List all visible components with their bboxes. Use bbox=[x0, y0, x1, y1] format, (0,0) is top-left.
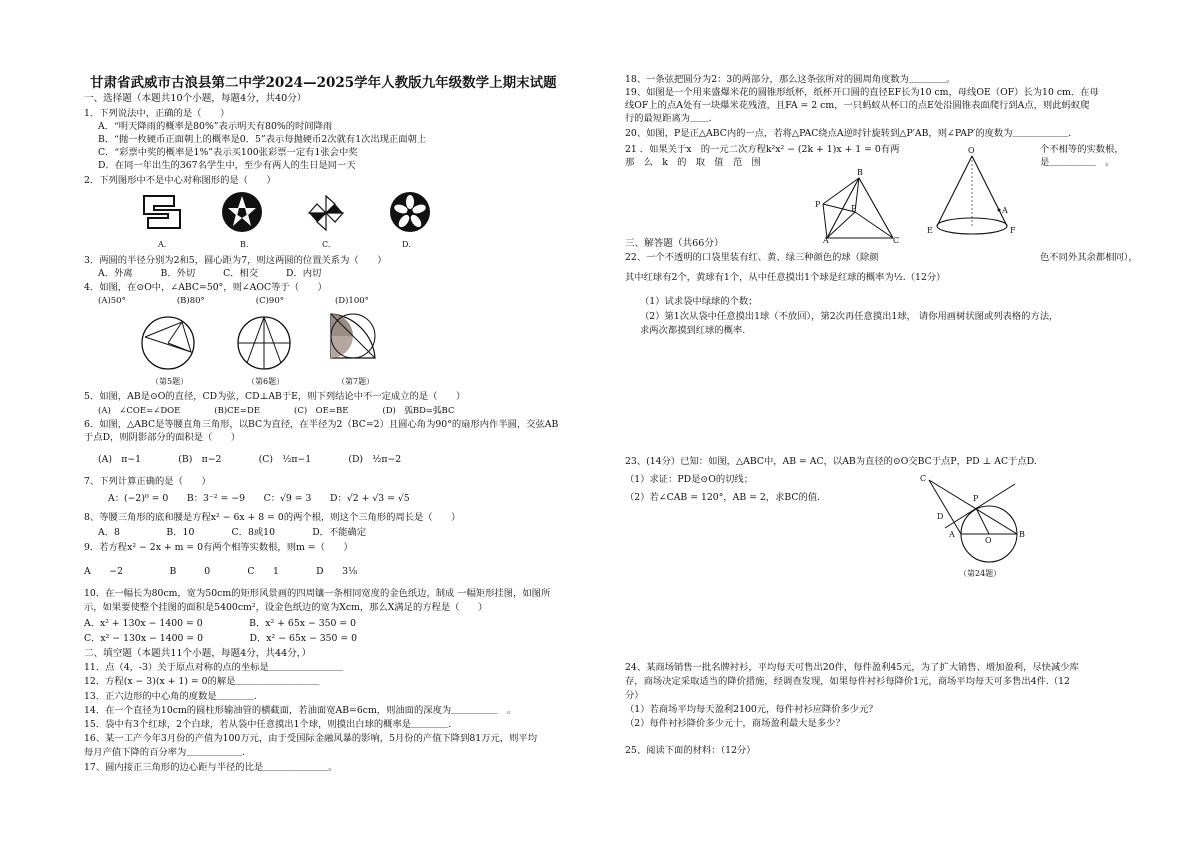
shape-c-icon bbox=[305, 192, 347, 234]
figure-6-circle-icon bbox=[233, 310, 295, 374]
shape-label-a: A. bbox=[158, 240, 167, 249]
question-22-continued: 其中红球有2个，黄球有1个，从中任意摸出1个球是红球的概率为½.（12分） bbox=[625, 272, 946, 283]
question-18: 18、一条弦把圆分为2：3的两部分，那么这条弦所对的圆周角度数为＿＿＿＿。 bbox=[625, 74, 956, 85]
figure-5-circle-icon bbox=[137, 312, 199, 374]
fig20-label-p2: P bbox=[851, 204, 857, 213]
question-4: 4．如图，在⊙O中，∠ABC=50°，则∠AOC等于（ ） bbox=[84, 282, 327, 293]
question-13: 13．正六边形的中心角的度数是＿＿＿＿. bbox=[84, 691, 257, 702]
question-2: 2．下列图形中不是中心对称图形的是（ ） bbox=[84, 175, 276, 186]
question-1-option-c: C．“彩票中奖的概率是1%”表示买100张彩票一定有1张会中奖 bbox=[98, 147, 358, 158]
question-19-continued: 线OF上的点A处有一块爆米花残渣，且FA = 2 cm，一只蚂蚁从杯口的点E处沿圆锥表面爬行到A点，则此蚂蚁爬 bbox=[625, 100, 1090, 111]
fig24-label-b: B bbox=[1019, 530, 1025, 539]
fig20-label-p1: P bbox=[815, 200, 821, 209]
fig20-label-b: B bbox=[857, 168, 863, 177]
question-10-options-ab: A．x² + 130x − 1400 = 0 B．x² + 65x − 350 = 0 bbox=[84, 618, 357, 629]
shape-label-d: D. bbox=[402, 240, 411, 249]
question-22-part-2: （2）第1次从袋中任意摸出1球（不放回），第2次再任意摸出1球， 请你用画树状图或列表格的方法， bbox=[640, 311, 1059, 322]
question-1-option-d: D．在同一年出生的367名学生中，至少有两人的生日是同一天 bbox=[98, 160, 356, 171]
question-23: 23、(14分）已知：如图，△ABC中，AB = AC，以AB为直径的⊙O交BC于点P，PD ⊥ AC于点D. bbox=[625, 456, 1037, 467]
question-9: 9．若方程x² − 2x + m = 0有两个相等实数根，则m =（ ） bbox=[84, 542, 353, 553]
question-17: 17、圆内接正三角形的边心距与半径的比是＿＿＿＿＿＿＿。 bbox=[84, 762, 338, 773]
fig19-label-a: A bbox=[1002, 206, 1008, 215]
geometry-figures-5-6-7 bbox=[125, 308, 405, 388]
question-16: 16、某一工产今年3月份的产值为100万元，由于受国际金融风暴的影响，5月份的产值下降到81万元，则平均 bbox=[84, 733, 538, 744]
question-19: 19、如图是一个用来盛爆米花的圆锥形纸杯，纸杯开口圆的直径EF长为10 cm，母线OE（OF）长为10 cm．在母 bbox=[625, 87, 1099, 98]
fig24-label-p: P bbox=[973, 494, 979, 503]
shape-a-icon bbox=[140, 192, 186, 232]
question-6-options: (A) π−1 (B) π−2 (C) ½π−1 (D) ½π−2 bbox=[98, 454, 402, 465]
fig19-label-o: O bbox=[968, 146, 975, 155]
question-24-part-1: （1）若商场平均每天盈利2100元，每件衬衫应降价多少元？ bbox=[625, 704, 878, 715]
question-16-continued: 每月产值下降的百分率为＿＿＿＿＿＿. bbox=[84, 747, 246, 758]
question-7: 7、下列计算正确的是（ ） bbox=[84, 476, 211, 487]
question-3-options: A．外离 B．外切 C．相交 D．内切 bbox=[98, 268, 322, 279]
figure-5-caption: （第5题） bbox=[151, 377, 189, 386]
question-25: 25、阅读下面的材料：（12分） bbox=[625, 745, 756, 756]
page-title: 甘肃省武威市古浪县第二中学2024—2025学年人教版九年级数学上期末试题 bbox=[90, 75, 557, 91]
question-22-part-1: （1）试求袋中绿球的个数； bbox=[640, 296, 758, 307]
figure-24-caption: （第24题） bbox=[959, 569, 1002, 578]
question-7-options: A：(−2)⁰ = 0 B：3⁻² = −9 C：√9 = 3 D：√2 + √3 = √5 bbox=[108, 493, 410, 504]
shape-d-icon bbox=[388, 190, 432, 234]
question-20: 20、如图，P是正△ABC内的一点，若将△PAC绕点A逆时针旋转到△P′AB，则∠PAP′的度数为＿＿＿＿＿＿. bbox=[625, 128, 1072, 139]
figure-20 bbox=[815, 168, 905, 247]
question-23-part-1: （1）求证：PD是⊙O的切线； bbox=[625, 474, 754, 485]
question-24: 24、某商场销售一批名牌衬衫，平均每天可售出20件，每件盈利45元，为了扩大销售、增加盈利，尽快减少库 bbox=[625, 662, 1079, 673]
question-23-part-2: （2）若∠CAB = 120°，AB = 2，求BC的值. bbox=[625, 492, 821, 503]
shape-label-b: B. bbox=[240, 240, 249, 249]
section-fill-heading: 二、填空题（本题共11个小题，每题4分，共44分，） bbox=[84, 648, 312, 659]
fig20-label-c: C bbox=[893, 236, 900, 245]
fig24-label-d: D bbox=[937, 512, 944, 521]
question-5: 5．如图，AB是⊙O的直径，CD为弦，CD⊥AB于E，则下列结论中不一定成立的是（ ） bbox=[84, 391, 466, 402]
question-1: 1．下列说法中，正确的是（ ） bbox=[84, 108, 230, 119]
question-15: 15．袋中有3个红球，2个白球，若从袋中任意摸出1个球，则摸出白球的概率是＿＿＿＿. bbox=[84, 719, 452, 730]
question-22-right: 色不同外其余都相同）， bbox=[1040, 252, 1138, 263]
question-21-answer: 是＿＿＿＿＿ 。 bbox=[1040, 157, 1115, 168]
fig19-label-e: E bbox=[927, 226, 933, 235]
question-5-options: (A) ∠COE=∠DOE (B)CE=DE (C) OE=BE (D) 弧BD=弧BC bbox=[98, 406, 455, 416]
question-22-part-2-continued: 求两次都摸到红球的概率. bbox=[640, 325, 746, 336]
question-1-option-a: A．“明天降雨的概率是80%”表示明天有80%的时间降雨 bbox=[98, 121, 333, 132]
question-3: 3．两圆的半径分别为2和5，圆心距为7，则这两圆的位置关系为（ ） bbox=[84, 255, 387, 266]
section-answer-heading: 三、解答题（共66分） bbox=[625, 238, 724, 249]
question-10-continued: 示，如果要使整个挂图的面积是5400cm²，设金色纸边的宽为Xcm，那么X满足的方程是（ ） bbox=[84, 602, 488, 613]
fig24-label-c: C bbox=[920, 474, 927, 483]
question-21: 21 ．如果关于x 的一元二次方程k²x² − (2k + 1)x + 1 = 0有两 bbox=[625, 144, 900, 155]
shape-label-c: C. bbox=[322, 240, 331, 249]
question-10: 10．在一幅长为80cm，宽为50cm的矩形风景画的四周镶一条相同宽度的金色纸边，制成 一幅矩形挂图，如图所 bbox=[84, 588, 551, 599]
section-choice-heading: 一、选择题（本题共10个小题，每题4分，共40分） bbox=[84, 93, 307, 104]
question-4-options: (A)50° (B)80° (C)90° (D)100° bbox=[98, 296, 369, 306]
fig24-label-a: A bbox=[949, 530, 955, 539]
question-12: 12．方程(x − 3)(x + 1) = 0的解是＿＿＿＿＿＿＿＿＿ bbox=[84, 676, 320, 687]
question-21-right: 个不相等的实数根， bbox=[1040, 144, 1124, 155]
cone-icon bbox=[925, 148, 1020, 240]
question-14: 14．在一个直径为10cm的圆柱形输油管的横截面，若油面宽AB=6cm，则油面的深度为＿＿＿＿＿ 。 bbox=[84, 705, 517, 716]
question-2-figures bbox=[130, 190, 450, 250]
question-9-options: A −2 B 0 C 1 D 3⅛ bbox=[84, 566, 358, 577]
question-8-options: A．8 B．10 C．8或10 D．不能确定 bbox=[98, 527, 367, 538]
question-22: 22、一个不透明的口袋里装有红、黄、绿三种颜色的球（除颜 bbox=[625, 252, 879, 263]
fig24-label-o: O bbox=[985, 536, 992, 545]
figure-19 bbox=[925, 148, 1020, 240]
question-10-options-cd: C．x² − 130x − 1400 = 0 D．x² − 65x − 350 = 0 bbox=[84, 633, 358, 644]
question-11: 11．点（4，-3）关于原点对称的点的坐标是＿＿＿＿＿＿＿＿ bbox=[84, 662, 344, 673]
question-21-continued: 那 么 k 的 取 值 范 围 bbox=[625, 157, 761, 168]
question-24-continued: 存，商场决定采取适当的降价措施，经调查发现，如果每件衬衫每降价1元，商场平均每天可多售出4件.（12 bbox=[625, 676, 1070, 687]
question-6: 6．如图，△ABC是等腰直角三角形，以BC为直径，在半径为2（BC=2）且圆心角为90°的扇形内作半圆，交弦AB bbox=[84, 419, 559, 430]
fig19-label-f: F bbox=[1010, 226, 1016, 235]
shape-b-icon bbox=[220, 190, 264, 234]
figure-7-caption: （第7题） bbox=[337, 377, 375, 386]
figure-7-sector-icon bbox=[323, 308, 383, 374]
question-6-continued: 于点D，则阴影部分的面积是（ ） bbox=[84, 432, 241, 443]
fig20-label-a: A bbox=[823, 236, 829, 245]
question-1-option-b: B．“抛一枚硬币正面朝上的概率是0．5”表示每抛硬币2次就有1次出现正面朝上 bbox=[98, 134, 427, 145]
question-8: 8、等腰三角形的底和腰是方程x² − 6x + 8 = 0的两个根，则这个三角形的周长是（ ） bbox=[84, 512, 461, 523]
question-19-continued-2: 行的最短距离为＿＿. bbox=[625, 113, 712, 124]
figure-24 bbox=[915, 474, 1040, 580]
circle-tangent-icon bbox=[915, 474, 1040, 580]
question-24-part-2: （2）每件衬衫降价多少元十，商场盈利最大是多少？ bbox=[625, 718, 845, 729]
question-24-continued-2: 分） bbox=[625, 690, 644, 701]
figure-6-caption: （第6题） bbox=[247, 377, 285, 386]
